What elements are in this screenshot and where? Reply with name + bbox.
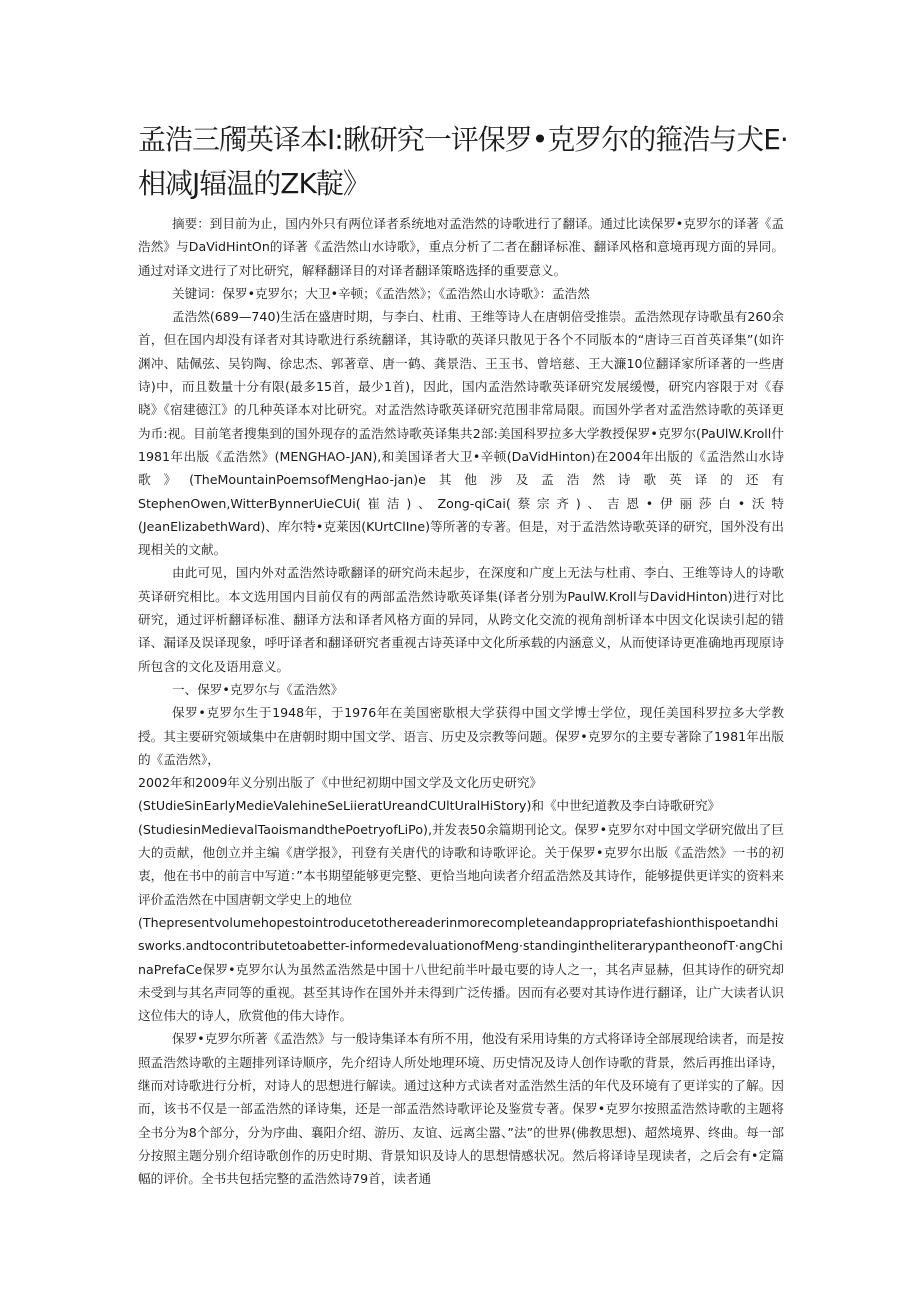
- body-paragraph-3e: (Thepresentvolumehopestointroducetothereaderinmorecompleteandappropriatefashionthispoetandhisworks.andtocontributetoabetter-informedevaluationofMeng·standingintheliterarypantheonofT·angChinaPrefaCe保罗•克罗尔认为虽然孟浩然是中国十八世纪前半叶最屯要的诗人之一，其名声显赫，但其诗作的研究却未受到与其名声同等的重视。甚至其诗作在国外并未得到广泛传播。因而有必要对其诗作进行翻译，让广大读者认识这位伟大的诗人，欣赏他的伟大诗作。: [138, 914, 784, 1024]
- keywords-paragraph: 关键词：保罗•克罗尔；大卫•辛顿；《孟浩然》；《孟浩然山水诗歌》：孟浩然: [172, 285, 590, 301]
- body-paragraph-2: 由此可见，国内外对孟浩然诗歌翻译的研究尚未起步，在深度和广度上无法与杜甫、李白、王维等诗人的诗歌英译研究相比。本文选用国内目前仅有的两部孟浩然诗歌英译集(译者分别为PaulW.Kroll与DavidHinton)进行对比研究，通过评析翻译标准、翻译方法和译者风格方面的异同，从跨文化交流的视角剖析译本中因文化误读引起的错译、漏译及误译现象，呼吁译者和翻译研究者重视古诗英译中文化所承载的内涵意义，从而使译诗更准确地再现原诗所包含的文化及语用意义。: [138, 565, 784, 674]
- section-heading-1: 一、保罗•克罗尔与《孟浩然》: [172, 681, 344, 697]
- document-title: 孟浩三斶英译本I:瞅研究一评保罗•克罗尔的箍浩与犬E·相减J辐温的ZK靛》: [138, 123, 788, 200]
- body-paragraph-3c: (StUdieSinEarlyMedieValehineSeLiieratUreandCUltUralHiStory)和《中世纪道教及李白诗歌研究》: [138, 798, 721, 814]
- abstract-paragraph: 摘要：到目前为止，国内外只有两位译者系统地对孟浩然的诗歌进行了翻译。通过比读保罗•克罗尔的译著《孟浩然》与DaVidHintOn的译著《孟浩然山水诗歌》，重点分析了二者在翻译标准、翻译风格和意境再现方面的异同。通过对译文进行了对比研究，解释翻译目的对译者翻译策略选择的重要意义。: [138, 216, 784, 278]
- body-paragraph-4: 保罗•克罗尔所著《孟浩然》与一般诗集译本有所不用，他没有采用诗集的方式将译诗全部展现给读者，而是按照孟浩然诗歌的主题排列译诗顺序，先介绍诗人所处地理环境、历史情况及诗人创作诗歌的背景，然后再推出译诗，继而对诗歌进行分析，对诗人的思想进行解读。通过这种方式读者对孟浩然生活的年代及环境有了更详实的了解。因而，该书不仅是一部孟浩然的译诗集，还是一部孟浩然诗歌评论及鉴赏专著。保罗•克罗尔按照孟浩然诗歌的主题将全书分为8个部分，分为序曲、襄阳介绍、游历、友谊、远离尘嚣、”法”的世界(佛教思想)、超然境界、终曲。每一部分按照主题分别介绍诗歌创作的历史时期、背景知识及诗人的思想情感状况。然后将译诗呈现读者，之后会有•定篇幅的评价。全书共包括完整的孟浩然诗79首，读者通: [138, 1031, 784, 1187]
- body-paragraph-3a: 保罗•克罗尔生于1948年，于1976年在美国密歇根大学获得中国文学博士学位，现任美国科罗拉多大学教授。其主要研究领域集中在唐朝时期中国文学、语言、历史及宗教等问题。保罗•克罗尔的主要专著除了1981年出版的《孟浩然》，: [138, 705, 784, 767]
- body-paragraph-1: 孟浩然(689—740)生活在盛唐时期，与李白、杜甫、王维等诗人在唐朝倍受推崇。孟浩然现存诗歌虽有260余首，但在国内却没有译者对其诗歌进行系统翻译，其诗歌的英译只散见于各个不同版本的“唐诗三百首英译集”(如许渊冲、陆佩弦、吴钧陶、徐忠杰、郭著章、唐一鹤、龚景浩、王玉书、曾培慈、王大濂10位翻译家所译著的一些唐诗)中，而且数量十分有限(最多15首，最少1首)，因此，国内孟浩然诗歌英译研究发展缓慢，研究内容限于对《春晓》《宿建德江》的几种英译本对比研究。对孟浩然诗歌英译研究范围非常局限。而国外学者对孟浩然诗歌的英译更为币:视。目前笔者搜集到的国外现存的孟浩然诗歌英译集共2部:美国科罗拉多大学教授保罗•克罗尔(PaUlW.Kroll什1981年出版《孟浩然》(MENGHAO-JAN),和美国译者大卫•辛顿(DaVidHinton)在2004年出版的《孟浩然山水诗歌》(TheMountainPoemsofMengHao-jan)e其他涉及孟浩然诗歌英译的还有StephenOwen,WitterBynnerUieCUi(崔洁)、Zong-qiCai(蔡宗齐)、吉恩•伊丽莎白•沃特(JeanElizabethWard)、库尔特•克莱因(KUrtClIne)等所著的专著。但是，对于孟浩然诗歌英译的研究，国外没有出现相关的文献。: [138, 309, 784, 558]
- body-paragraph-3d: (StudiesinMedievalTaoismandthePoetryofLiPo),并发表50余篇期刊论文。保罗•克罗尔对中国文学研究做出了巨大的贡献，他创立并主编《唐学报》，刊登有关唐代的诗歌和诗歌评论。关于保罗•克罗尔出版《孟浩然》一书的初衷，他在书中的前言中写道：”本书期望能够更完整、更恰当地向读者介绍孟浩然及其诗作，能够提供更详实的资料来评价孟浩然在中国唐朝文学史上的地位: [138, 821, 784, 907]
- document-body: [138, 212, 784, 1190]
- body-paragraph-3b: 2002年和2009年义分别出版了《中世纪初期中国文学及文化历史研究》: [138, 775, 543, 791]
